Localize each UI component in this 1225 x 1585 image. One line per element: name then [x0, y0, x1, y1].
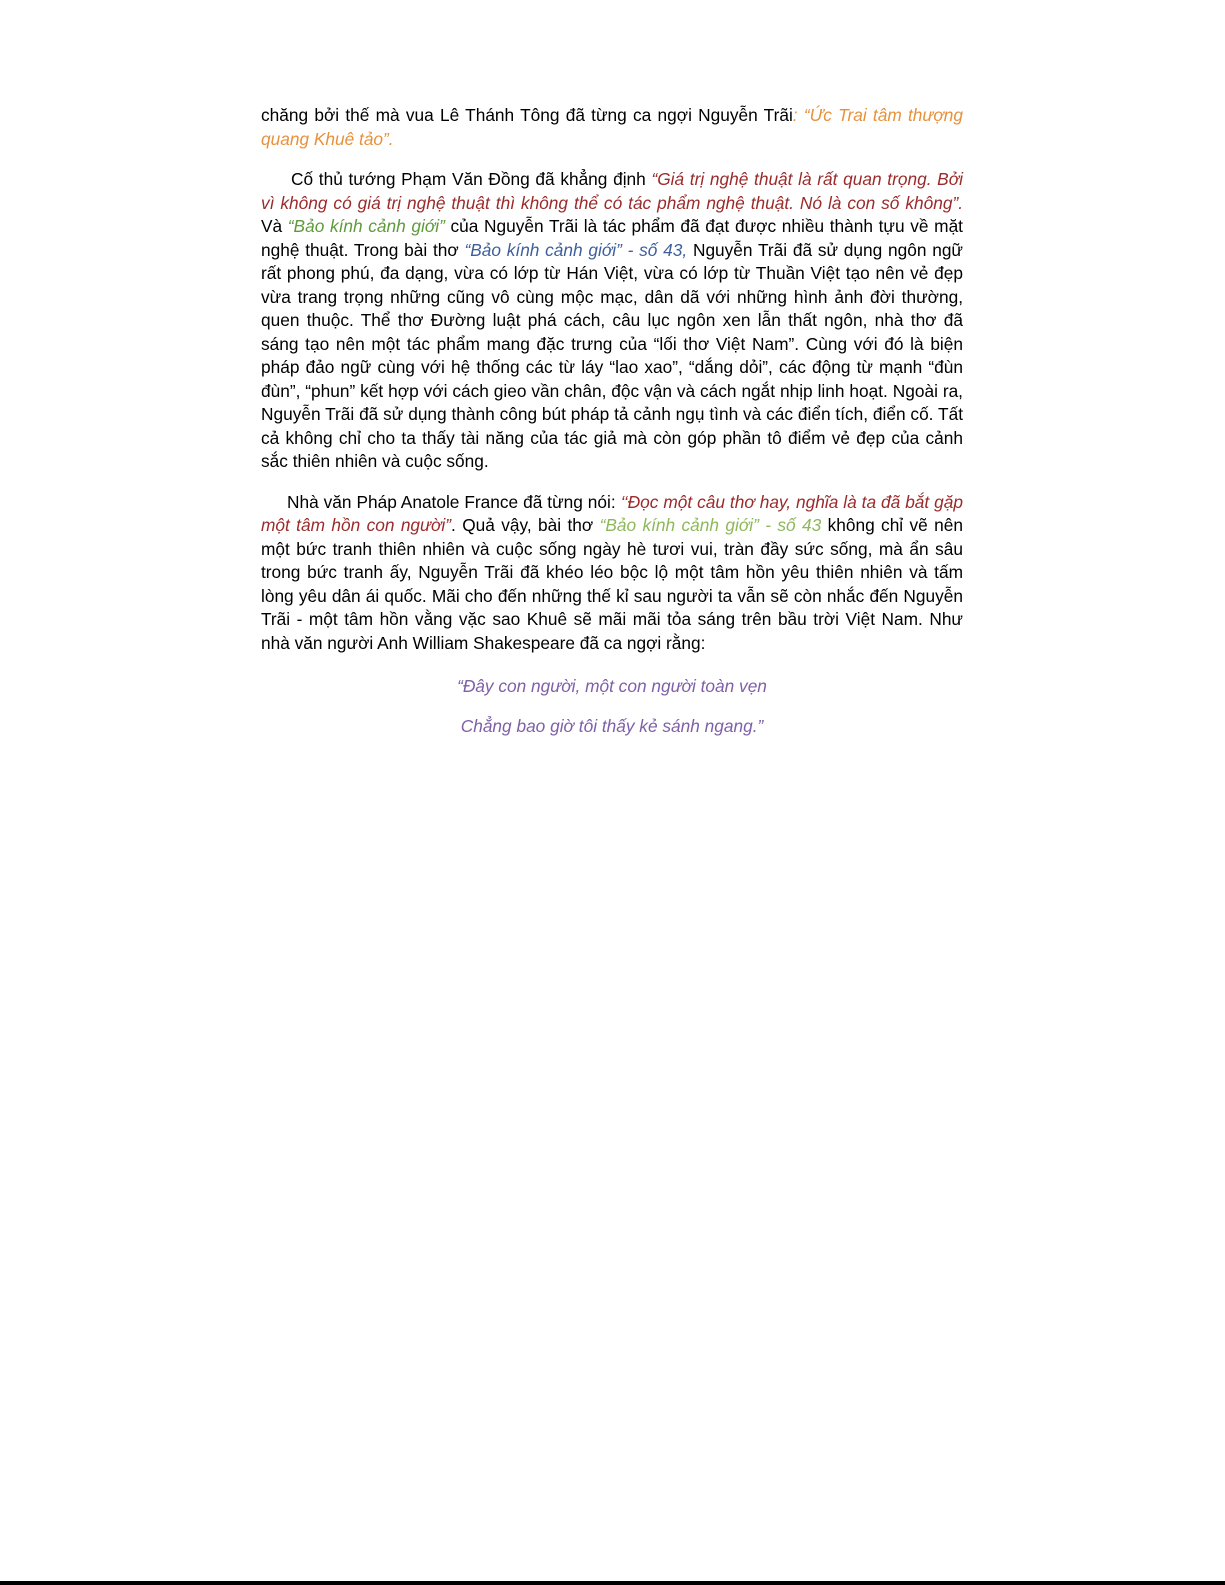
- poem-line-1: “Đây con người, một con người toàn vẹn: [457, 676, 767, 696]
- paragraph-2-text-c: của Nguyễn Trãi là tác phẩm đã đạt được nhiều thành tựu về mặt nghệ thuật. Trong bài thơ: [261, 216, 963, 260]
- paragraph-3: [261, 491, 963, 656]
- title-bao-kinh-canh-gioi-43: “Bảo kính cảnh giới” - số 43,: [464, 239, 688, 260]
- paragraph-3-text-c: không chỉ vẽ nên một bức tranh thiên nhiên và cuộc sống ngày hè tươi vui, tràn đầy sức sống, mà ẩn sâu trong bức tranh ấy, Nguyễn Trãi đã khéo léo bộc lộ một tâm hồn yêu thiên nhiên và tấm lòng yêu dân ái quốc. Mãi cho đến những thế kỉ sau người ta vẫn sẽ còn nhắc đến Nguyễn Trãi - một tâm hồn vằng vặc sao Khuê sẽ mãi mãi tỏa sáng trên bầu trời Việt Nam. Như nhà văn người Anh William Shakespeare đã ca ngợi rằng:: [261, 515, 963, 653]
- paragraph-1: [261, 104, 963, 151]
- paragraph-1-text: chăng bởi thế mà vua Lê Thánh Tông đã từng ca ngợi Nguyễn Trãi: [261, 105, 793, 125]
- paragraph-2-text-a: Cố thủ tướng Phạm Văn Đồng đã khẳng định: [291, 169, 652, 189]
- poem-line-2: Chẳng bao giờ tôi thấy kẻ sánh ngang.”: [460, 715, 764, 736]
- paragraph-2-text-d: Nguyễn Trãi đã sử dụng ngôn ngữ rất phong phú, đa dạng, vừa có lớp từ Hán Việt, vừa có lớp từ Thuần Việt tạo nên vẻ đẹp vừa trang trọng những cũng vô cùng mộc mạc, dân dã với những hình ảnh đời thường, quen thuộc. Thể thơ Đường luật phá cách, câu lục ngôn xen lẫn thất ngôn, nhà thơ đã sáng tạo nên một tác phẩm mang đặc trưng của “lối thơ Việt Nam”. Cùng với đó là biện pháp đảo ngữ cùng với hệ thống các từ láy “lao xao”, “dắng dỏi”, các động từ mạnh “đùn đùn”, “phun” kết hợp với cách gieo vần chân, độc vận và cách ngắt nhịp linh hoạt. Ngoài ra, Nguyễn Trãi đã sử dụng thành công bút pháp tả cảnh ngụ tình và các điển tích, điển cố. Tất cả không chỉ cho ta thấy tài năng của tác giả mà còn góp phần tô điểm vẻ đẹp của cảnh sắc thiên nhiên và cuộc sống.: [261, 239, 963, 471]
- quote-anatole-france: ‘‘Đọc một câu thơ hay, nghĩa là ta đã bắt gặp một tâm hồn con người”: [261, 491, 963, 535]
- quote-pham-van-dong: “Giá trị nghệ thuật là rất quan trọng. Bởi vì không có giá trị nghệ thuật thì không thể có tác phẩm nghệ thuật. Nó là con số không”.: [261, 169, 963, 213]
- title-bao-kinh-canh-gioi: “Bảo kính cảnh giới”: [287, 216, 445, 236]
- document-body: [261, 104, 963, 754]
- paragraph-3-text-b: . Quả vậy, bài thơ: [451, 515, 600, 535]
- paragraph-3-text-a: Nhà văn Pháp Anatole France đã từng nói:: [287, 491, 621, 512]
- quote-uc-trai: : “Ức Trai tâm thượng quang Khuê tảo”.: [261, 105, 963, 149]
- title-bao-kinh-canh-gioi-43-green: “Bảo kính cảnh giới” - số 43: [599, 515, 822, 535]
- paragraph-2: [261, 168, 963, 474]
- page-bottom-border: [0, 1581, 1225, 1585]
- poem-quote: [261, 675, 963, 738]
- paragraph-2-text-b: Và: [261, 216, 288, 236]
